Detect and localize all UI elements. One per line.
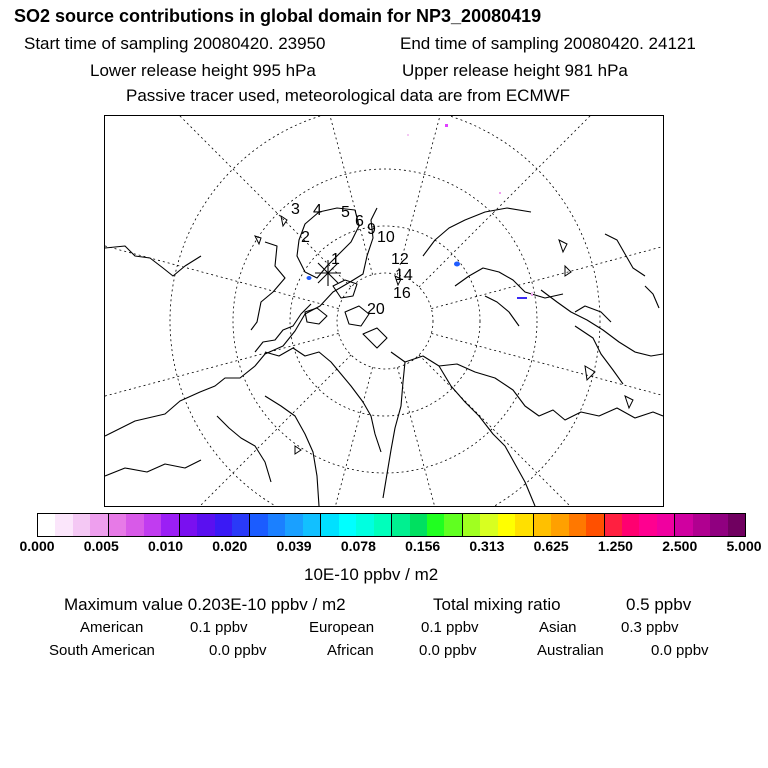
color-scale-cell (463, 514, 480, 536)
color-scale-cell (232, 514, 250, 536)
color-scale-cell (321, 514, 338, 536)
color-scale-cell (534, 514, 551, 536)
color-scale-cell (303, 514, 321, 536)
color-scale-tick-label: 2.500 (662, 538, 698, 554)
region-name-african: African (327, 642, 374, 659)
color-scale-cell (180, 514, 197, 536)
page-title: SO2 source contributions in global domain for NP3_20080419 (14, 6, 542, 26)
tracer-note: Passive tracer used, meteorological data are from ECMWF (126, 86, 571, 105)
color-scale-cell (693, 514, 710, 536)
trajectory-label: 14 (395, 267, 413, 284)
color-scale-cell (197, 514, 214, 536)
color-scale-cell (126, 514, 143, 536)
region-value-european: 0.1 ppbv (421, 619, 479, 636)
color-scale-cell (586, 514, 604, 536)
meridian-line (204, 116, 373, 275)
color-scale-cell (605, 514, 622, 536)
total-mixing-value: 0.5 ppbv (626, 595, 692, 614)
color-scale-cell (285, 514, 302, 536)
color-scale-cell (622, 514, 639, 536)
color-scale-cell (73, 514, 90, 536)
color-scale-tick-label: 0.000 (19, 538, 55, 554)
color-scale-cell (710, 514, 727, 536)
meridian-line (105, 140, 339, 309)
upper-release-height: Upper release height 981 hPa (402, 61, 628, 80)
max-value: Maximum value 0.203E-10 ppbv / m2 (64, 595, 346, 614)
trajectory-label: 12 (391, 251, 409, 268)
color-scale-cell (55, 514, 72, 536)
region-value-south-american: 0.0 ppbv (209, 642, 267, 659)
trajectory-label: 4 (313, 202, 322, 219)
region-name-australian: Australian (537, 642, 604, 659)
color-scale-cell (675, 514, 692, 536)
trajectory-label: 2 (301, 229, 310, 246)
color-scale-bar (37, 513, 746, 537)
region-value-american: 0.1 ppbv (190, 619, 248, 636)
meridian-line (431, 140, 663, 309)
region-value-asian: 0.3 ppbv (621, 619, 679, 636)
start-time: Start time of sampling 20080420. 23950 (24, 34, 326, 53)
color-scale-cell (38, 514, 55, 536)
color-scale-tick-label: 0.020 (212, 538, 248, 554)
color-scale-cell (144, 514, 161, 536)
color-scale-tick-label: 0.156 (405, 538, 441, 554)
coastlines (105, 208, 663, 506)
color-scale-cell (728, 514, 745, 536)
trajectory-label: 1 (331, 251, 340, 268)
color-scale-cell (392, 514, 409, 536)
color-scale-cell (427, 514, 444, 536)
region-value-african: 0.0 ppbv (419, 642, 477, 659)
trajectory-label: 5 (341, 204, 350, 221)
color-scale-cell (498, 514, 515, 536)
region-name-south-american: South American (49, 642, 155, 659)
meridian-line (397, 367, 566, 506)
color-scale-cell (374, 514, 392, 536)
color-scale-cell (109, 514, 126, 536)
color-scale-unit: 10E-10 ppbv / m2 (304, 565, 439, 584)
color-scale-cell (250, 514, 267, 536)
color-scale-cell (569, 514, 586, 536)
color-scale-ticks (0, 538, 768, 558)
color-scale-tick-label: 0.039 (276, 538, 312, 554)
trajectory-label: 20 (367, 301, 385, 318)
meridian-line (419, 116, 663, 287)
trajectory-label: 9 (367, 221, 376, 238)
color-scale-tick-label: 0.313 (469, 538, 505, 554)
color-scale-cell (657, 514, 675, 536)
color-scale-cell (215, 514, 232, 536)
color-scale-tick-label: 0.078 (340, 538, 376, 554)
polar-map (104, 115, 664, 507)
color-scale-cell (480, 514, 497, 536)
meridian-line (419, 355, 663, 506)
map-canvas (105, 116, 663, 506)
meridian-line (397, 116, 566, 275)
meridian-line (431, 333, 663, 502)
color-scale-cell (356, 514, 373, 536)
color-scale-cell (268, 514, 285, 536)
region-name-european: European (309, 619, 375, 636)
meridian-line (105, 333, 339, 502)
color-scale-cell (161, 514, 179, 536)
color-scale-cell (515, 514, 533, 536)
region-name-american: American (80, 619, 144, 636)
latitude-circles (170, 116, 600, 506)
trajectory-label: 10 (377, 229, 395, 246)
color-scale-cell (90, 514, 108, 536)
region-name-asian: Asian (539, 619, 577, 636)
color-scale-tick-label: 1.250 (597, 538, 633, 554)
color-scale-cell (639, 514, 656, 536)
color-scale-cell (444, 514, 462, 536)
lower-release-height: Lower release height 995 hPa (90, 61, 316, 80)
color-scale-tick-label: 0.005 (83, 538, 119, 554)
total-mixing-label: Total mixing ratio (433, 595, 561, 614)
region-value-australian: 0.0 ppbv (651, 642, 709, 659)
trajectory-label: 16 (393, 285, 411, 302)
end-time: End time of sampling 20080420. 24121 (400, 34, 696, 53)
color-scale-tick-label: 0.010 (148, 538, 184, 554)
trajectory-label: 3 (291, 201, 300, 218)
color-scale-tick-label: 5.000 (726, 538, 762, 554)
color-scale-cell (339, 514, 356, 536)
color-scale-tick-label: 0.625 (533, 538, 569, 554)
color-scale-cell (551, 514, 568, 536)
color-scale-cell (410, 514, 427, 536)
meridian-line (204, 367, 373, 506)
trajectory-label: 6 (355, 213, 364, 230)
